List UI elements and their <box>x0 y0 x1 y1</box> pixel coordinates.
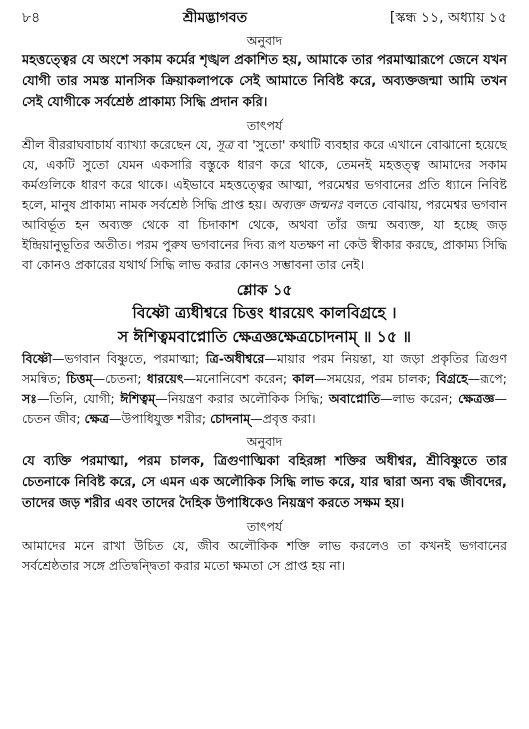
synonym-term: সঃ <box>22 391 37 406</box>
synonym-meaning: —সময়ের, পরম চালক; <box>314 371 437 386</box>
purport-emphasis-sutra: সূত্র <box>215 137 234 152</box>
synonym-term: ঈশিত্বম্‌ <box>120 391 156 406</box>
synonym-term: অবাপ্নোতি <box>328 391 381 406</box>
synonym-meaning: —চেতন জীব; <box>22 391 507 426</box>
purport-text <box>22 135 507 275</box>
synonym-meaning: —লাভ করেন; <box>380 391 459 406</box>
translation-heading: অনুবাদ <box>246 33 283 48</box>
canto-chapter: [স্কন্ধ ১১, অধ্যায় ১৫ <box>389 10 507 26</box>
synonym-term: বিগ্রহে <box>436 371 468 386</box>
translation-text-2: যে ব্যক্তি পরমাত্মা, পরম চালক, ত্রিগুণাত্মিকা বহিরঙ্গা শক্তির অধীশ্বর, শ্রীবিষ্ণুতে তার চেতনাকে নিবিষ্ট করে, সে এমন এক অলৌকিক সিদ্ধি লাভ করে, যার দ্বারা অন্য বদ্ধ জীবদের, তাদের জড় শরীর এবং তাদের দৈহিক উপাধিকেও নিয়ন্ত্রণ করতে সক্ষম হয়। <box>22 454 507 511</box>
purport-segment: শ্রীল বীররাঘবাচার্য ব্যাখ্যা করেছেন যে, <box>22 137 216 152</box>
synonym-term: কাল <box>292 371 315 386</box>
synonym-meaning: —উপাধিযুক্ত শরীর; <box>108 411 211 426</box>
synonym-term: ধারয়েৎ <box>146 371 184 386</box>
synonym-term: চোদনাম্‌ <box>210 411 251 426</box>
synonym-meaning: —নিয়ন্ত্রণ করার অলৌকিক সিদ্ধি; <box>155 391 329 406</box>
synonym-term: ক্ষেত্রজ্ঞ <box>458 391 495 406</box>
synonym-meaning: —রূপে; <box>467 371 507 386</box>
translation-text: মহত্তত্ত্বের যে অংশে সকাম কর্মের শৃঙ্খল প্রকাশিত হয়, আমাকে তার পরমাত্মারূপে জেনে যখন যোগী তার সমস্ত মানসিক ক্রিয়াকলাপকে সেই আমাতে নিবিষ্ট করে, অব্যক্তজন্মা আমি তখন সেই যোগীকে সর্বশ্রেষ্ঠ প্রাকাম্য সিদ্ধি প্রদান করি। <box>22 53 507 110</box>
page-number: ৮৪ <box>22 10 41 26</box>
synonym-meaning: —ভগবান বিষ্ণুতে, পরমাত্মা; <box>52 351 207 366</box>
purport-heading-2: তাৎপর্য <box>246 519 283 534</box>
synonyms <box>22 349 507 429</box>
verse-line-2: স ঈশিত্বমবাপ্নোতি ক্ষেত্রজ্ঞক্ষেত্রচোদনাম্‌ ॥ ১৫ ॥ <box>117 328 412 346</box>
purport-segment: বলতে বোঝায়, পরমেশ্বর ভগবান আবির্ভূত হন অব্যক্ত থেকে বা চিদাকাশ থেকে, অথবা তাঁর জন্ম অব্যক্ত, যা হচ্ছে জড় ইন্দ্রিয়ানুভূতির অতীত। পরম পুরুষ ভগবানের দিব্য রূপ যতক্ষণ না কেউ স্বীকার করছে, প্রাকাম্য সিদ্ধি বা কোনও প্রকারের যথার্থ সিদ্ধি লাভ করার কোনও সম্ভাবনা তার নেই। <box>22 197 508 272</box>
synonym-meaning: —চেতনা; <box>92 371 147 386</box>
translation-heading-2: অনুবাদ <box>246 434 283 449</box>
synonym-meaning: —মায়ার পরম নিয়ন্তা, যা জড়া প্রকৃতির ত্রিগুণ সমন্বিত; <box>22 351 507 386</box>
purport-heading: তাৎপর্য <box>246 118 283 133</box>
verse-line-1: বিষ্ণৌ ত্র্যধীশ্বরে চিত্তং ধারয়েৎ কালবিগ্রহে । <box>132 304 397 322</box>
synonym-term: বিষ্ণৌ <box>22 351 52 366</box>
book-title: শ্রীমদ্ভাগবত <box>182 10 248 26</box>
purport-emphasis-avyakta: অব্যক্ত জন্মনঃ <box>270 197 344 212</box>
verse-number: শ্লোক ১৫ <box>236 281 293 299</box>
synonym-meaning: —তিনি, যোগী; <box>36 391 121 406</box>
purport-text-2: আমাদের মনে রাখা উচিত যে, জীব অলৌকিক শক্তি লাভ করলেও তা কখনই ভগবানের সর্বশ্রেষ্ঠতার সঙ্গে প্রতিদ্বন্দ্বিতা করার মতো ক্ষমতা সে প্রাপ্ত হয় না। <box>22 538 507 573</box>
synonym-term: চিত্তম্‌ <box>66 371 93 386</box>
synonym-meaning: —মনোনিবেশ করেন; <box>183 371 293 386</box>
page-header <box>22 8 507 28</box>
synonym-term: ত্রি-অধীশ্বরে <box>206 351 265 366</box>
synonym-term: ক্ষেত্র <box>84 411 109 426</box>
synonym-meaning: —প্রবৃত্ত করা। <box>250 411 316 426</box>
purport-segment: বা 'সুতো' কথাটি ব্যবহার করে এখানে বোঝানো হয়েছে যে, একটি সুতো যেমন একসারি বস্তুকে ধারণ করে থাকে, তেমনই মহত্তত্ত্ব আমাদের সকাম কর্মগুলিকে ধারণ করে থাকে। এইভাবে মহত্তত্ত্বের আত্মা, পরমেশ্বর ভগবানের প্রতি ধ্যানে নিবিষ্ট হলে, মানুষ প্রাকাম্য নামক সর্বশ্রেষ্ঠ সিদ্ধি প্রাপ্ত হয়। <box>22 137 507 212</box>
